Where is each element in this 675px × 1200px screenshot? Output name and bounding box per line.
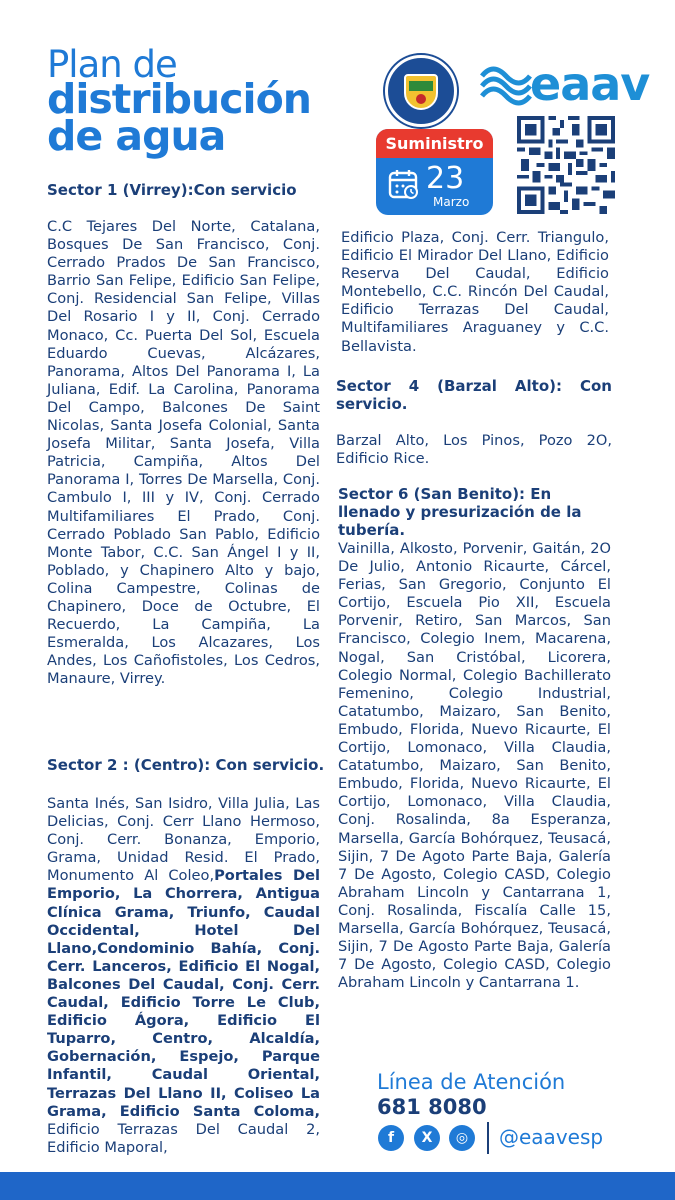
page-title-line-2: distribución bbox=[47, 75, 311, 123]
qr-code-icon[interactable] bbox=[517, 116, 615, 214]
page-title-line-3: de agua bbox=[47, 112, 226, 160]
helpline-label: Línea de Atención bbox=[377, 1070, 566, 1094]
sector-1-heading: Sector 1 (Virrey):Con servicio bbox=[47, 181, 297, 199]
supply-label: Suministro bbox=[376, 129, 493, 158]
x-twitter-icon[interactable]: X bbox=[414, 1125, 440, 1151]
page-title-line-1: Plan de bbox=[47, 43, 177, 86]
sector-2-text-c: Edificio Terrazas Del Caudal 2, Edificio Maporal, bbox=[47, 1120, 320, 1156]
calendar-icon bbox=[388, 168, 420, 200]
footer-bar bbox=[0, 1172, 675, 1200]
divider bbox=[487, 1122, 489, 1154]
sector-2-heading: Sector 2 : (Centro): Con servicio. bbox=[47, 756, 325, 774]
sector-4-text: Barzal Alto, Los Pinos, Pozo 2O, Edificio Rice. bbox=[336, 432, 612, 468]
supply-month: Marzo bbox=[433, 195, 470, 209]
coat-of-arms-icon bbox=[404, 74, 438, 110]
alcaldia-seal-logo bbox=[385, 55, 457, 127]
sector-1-text: C.C Tejares Del Norte, Catalana, Bosques De San Francisco, Conj. Cerrado Prados De San Francisco, Barrio San Felipe, Edificio San Felipe, Conj. Residencial San Felipe, Villas Del Rosario I y II, Conj. Cerrado Monaco, Cc. Puerta Del Sol, Escuela Eduardo Cuevas, Alcázares, Panorama, Altos Del Panorama I, La Juliana, Edif. La Carolina, Panorama Del Campo, Balcones De Saint Nicolas, Santa Josefa Colonial, Santa Josefa Militar, Santa Josefa, Villa Patricia, Campiña, Altos Del Panorama I, Torres De Marsella, Conj. Cambulo I, III y IV, Conj. Cerrado Multifamiliares El Prado, Conj. Cerrado Poblado San Pablo, Edificio Monte Tabor, C.C. San Ángel I y II, Poblado, y Chapinero Alto y bajo, Colina Campestre, Colinas de Chapinero, Doce de Octubre, El Recuerdo, La Campiña, La Esmeralda, Los Alcazares, Los Andes, Los Cañofistoles, Los Cedros, Manaure, Virrey. bbox=[47, 218, 320, 688]
sector-2-text bbox=[47, 795, 320, 1157]
helpline-number: 681 8080 bbox=[377, 1095, 487, 1119]
eaav-logo-text: eaav bbox=[530, 57, 650, 111]
sector-2-text-a: Santa Inés, San Isidro, Villa Julia, Las Delicias, Conj. Cerr Llano Hermoso, Conj. Cerr. Bonanza, Emporio, Grama, Unidad Resid. El Prado, Monumento Al Coleo, bbox=[47, 795, 320, 885]
sector-6-heading: Sector 6 (San Benito): En llenado y presurización de la tubería. bbox=[338, 485, 582, 539]
social-handle[interactable]: @eaavesp bbox=[499, 1125, 604, 1149]
sector-2-text-continued: Edificio Plaza, Conj. Cerr. Triangulo, Edificio El Mirador Del Llano, Edificio Reserva Del Caudal, Edificio Montebello, C.C. Rincón Del Caudal, Edificio Terrazas Del Caudal, Multifamiliares Araguaney y C.C. Bellavista. bbox=[341, 229, 609, 355]
sector-4-heading: Sector 4 (Barzal Alto): Con servicio. bbox=[336, 377, 612, 413]
facebook-icon[interactable]: f bbox=[378, 1125, 404, 1151]
sector-6-text: Vainilla, Alkosto, Porvenir, Gaitán, 2O De Julio, Antonio Ricaurte, Cárcel, Ferias, San Gregorio, Conjunto El Cortijo, Escuela Pio XII, Escuela Porvenir, Retiro, San Marcos, San Francisco, Colegio Inem, Macarena, Nogal, San Cristóbal, Licorera, Colegio Normal, Colegio Bachillerato Femenino, Colegio Industrial, Catatumbo, Maizaro, San Benito, Embudo, Florida, Nuevo Ricaurte, El Cortijo, Lomonaco, Villa Claudia, Catatumbo, Maizaro, San Benito, Embudo, Florida, Nuevo Ricaurte, El Cortijo, Lomonaco, Villa Claudia, Conj. Rosalinda, 8a Esperanza, Marsella, García Bohórquez, Teusacá, Sijin, 7 De Agoto Parte Baja, Galería 7 De Agosto, Colegio CASD, Colegio Abraham Lincoln y Cantarrana 1, Conj. Rosalinda, Fiscalía Calle 15, Marsella, García Bohórquez, Teusacá, Sijin, 7 De Agosto Parte Baja, Galería 7 De Agosto, Colegio CASD, Colegio Abraham Lincoln y Cantarrana 1. bbox=[338, 540, 611, 992]
supply-date-card bbox=[376, 129, 493, 215]
supply-day: 23 bbox=[426, 161, 465, 196]
instagram-icon[interactable]: ◎ bbox=[449, 1125, 475, 1151]
sector-2-text-b: Portales Del Emporio, La Chorrera, Antigua Clínica Grama, Triunfo, Caudal Occidental, Hotel Del Llano,Condominio Bahía, Conj. Cerr. Lanceros, Edificio El Nogal, Balcones Del Caudal, Conj. Cerr. Caudal, Edificio Torre Le Club, Edificio Ágora, Edificio El Tuparro, Centro, Alcaldía, Gobernación, Espejo, Parque Infantil, Caudal Oriental, Terrazas Del Llano II, Coliseo La Grama, Edificio Santa Coloma, bbox=[47, 867, 320, 1120]
